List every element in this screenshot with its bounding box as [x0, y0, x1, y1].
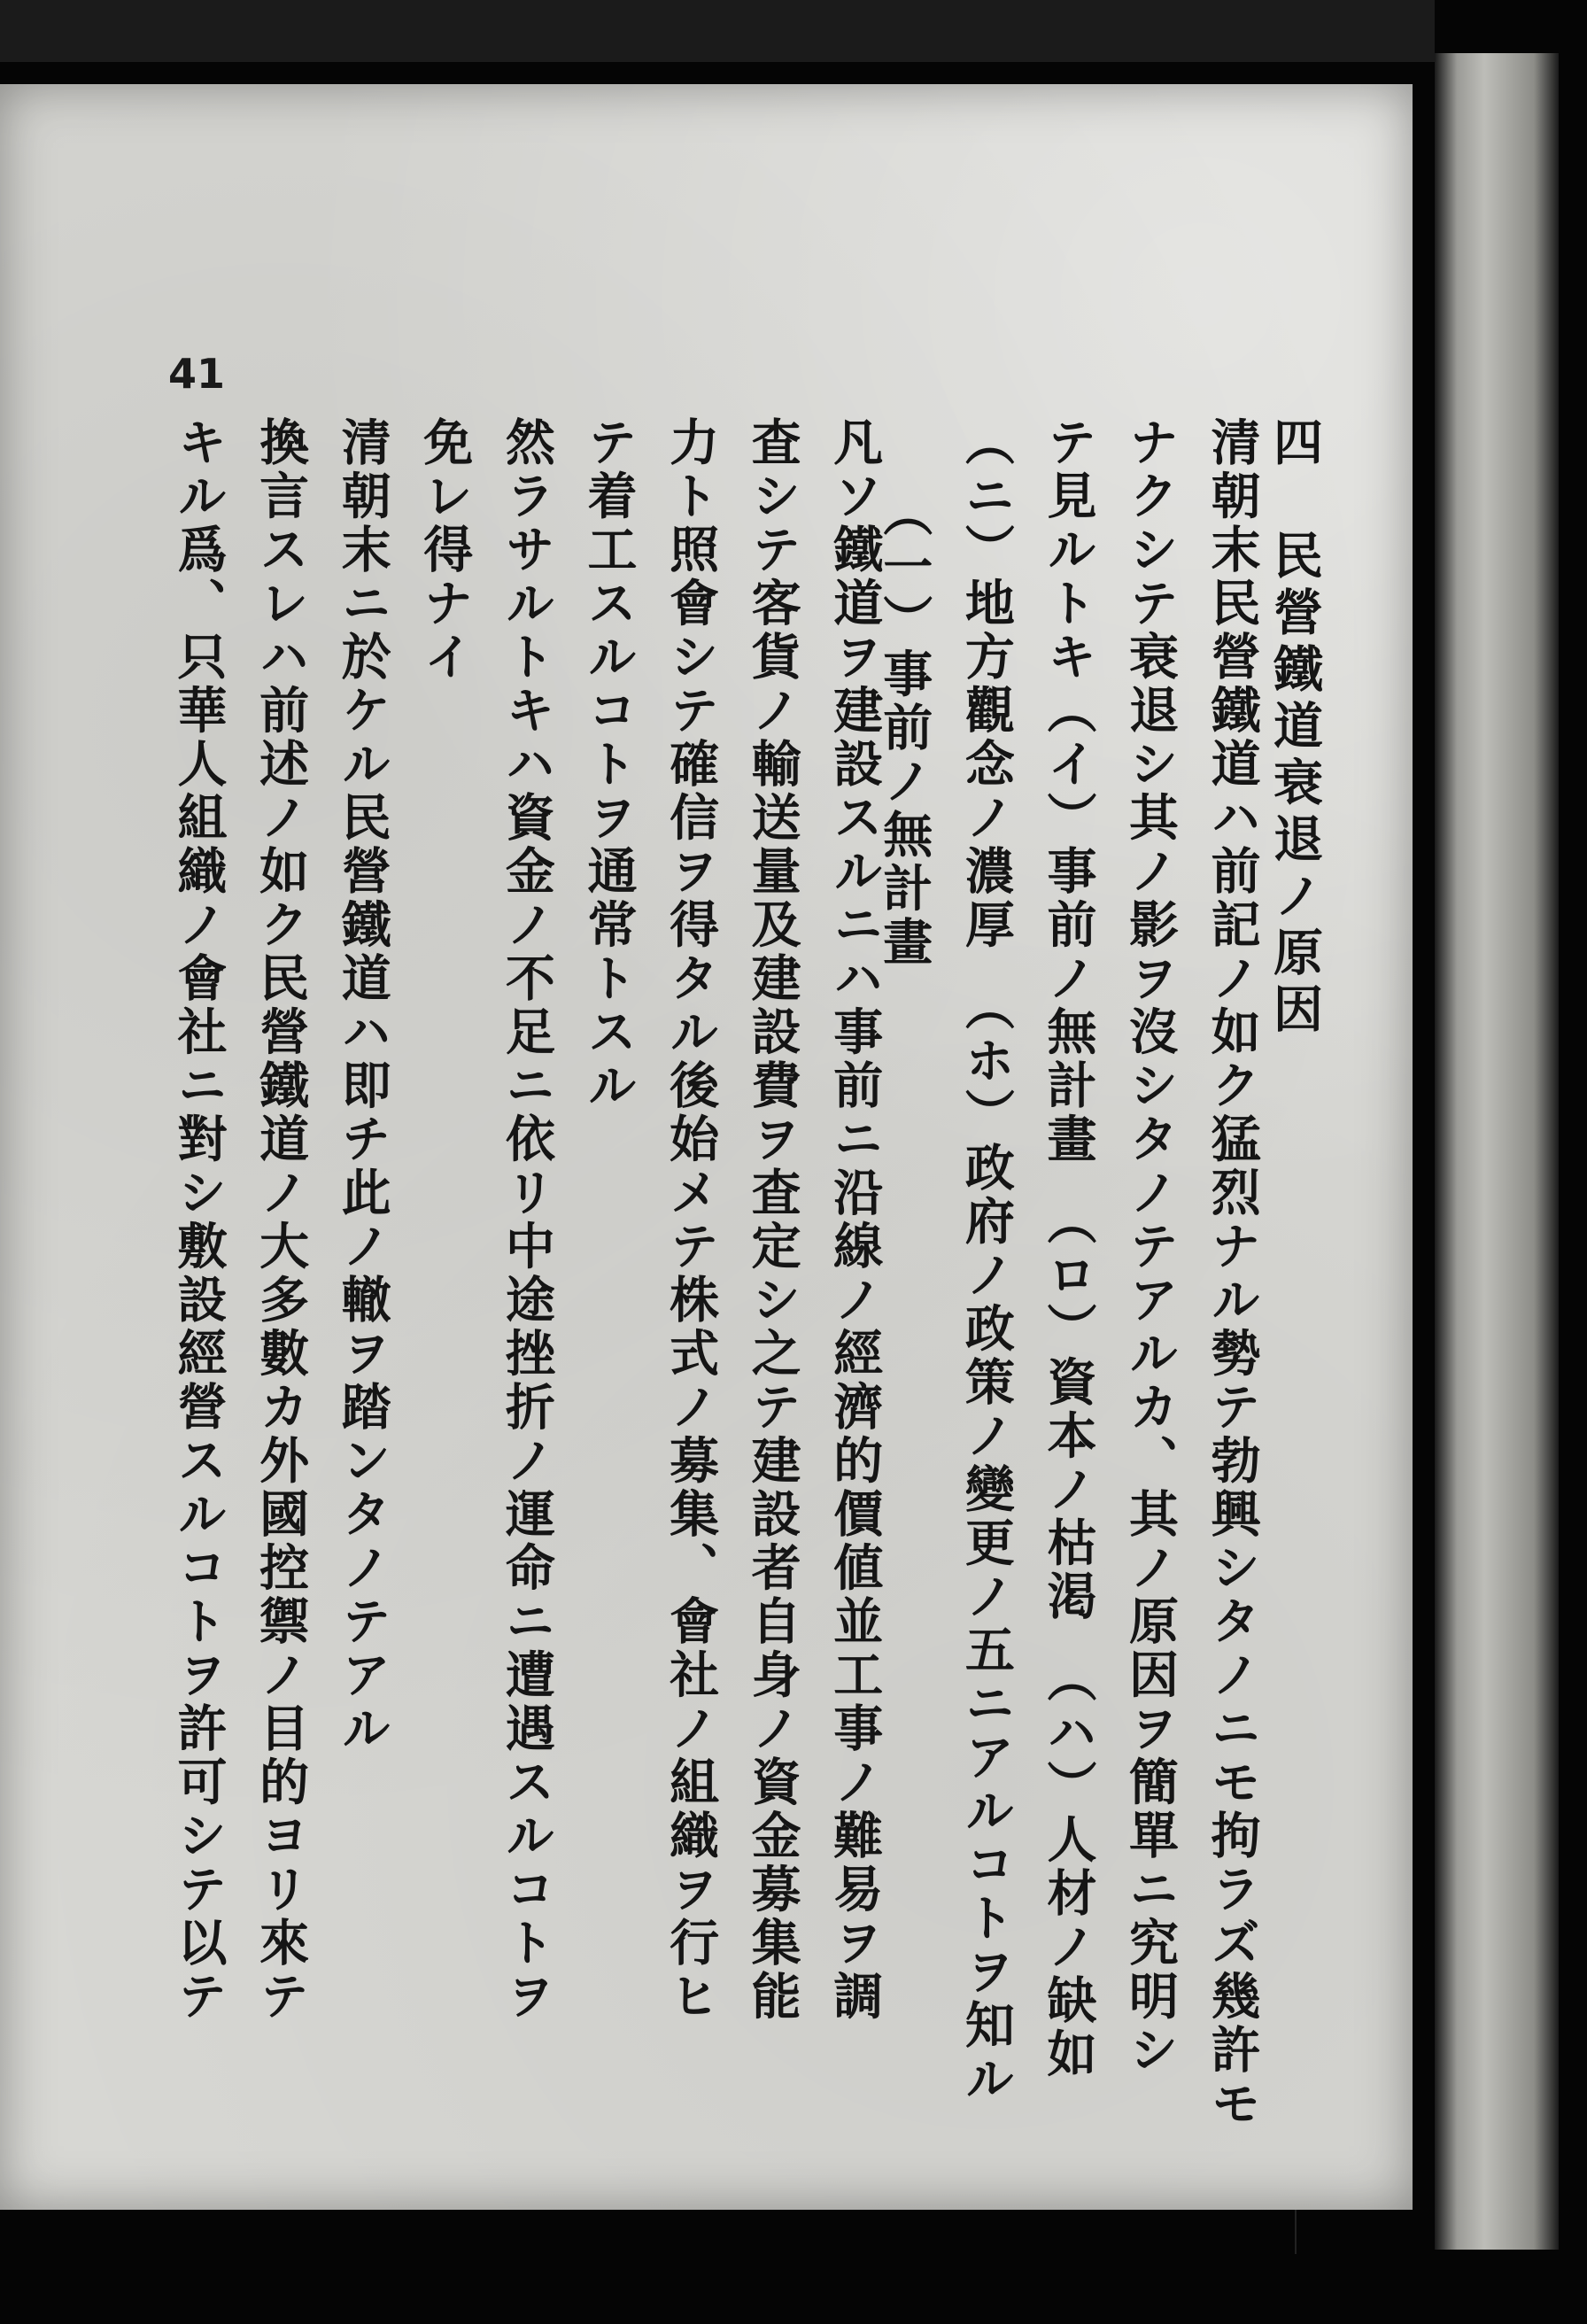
margin-rule	[1295, 2210, 1297, 2254]
book-page	[0, 84, 1413, 2210]
text-column: 換言スレハ前述ノ如ク民營鐵道ノ大多數カ外國控禦ノ目的ヨリ來テ	[252, 416, 311, 2024]
scan-top-band	[0, 0, 1435, 62]
text-column: 力ト照會シテ確信ヲ得タル後始メテ株式ノ募集、會社ノ組織ヲ行ヒ	[662, 416, 721, 2024]
text-column: テ見ルトキ（イ）事前ノ無計畫 （ロ）資本ノ枯渇 （ハ）人材ノ缺如	[1039, 416, 1098, 2081]
text-column: 免レ得ナイ	[415, 416, 475, 685]
text-column: ナクシテ衰退シ其ノ影ヲ沒シタノテアルカ、其ノ原因ヲ簡單ニ究明シ	[1121, 416, 1181, 2078]
text-column: （ニ）地方觀念ノ濃厚 （ホ）政府ノ政策ノ變更ノ五ニアルコトヲ知ル	[956, 416, 1016, 2106]
text-column: キル爲、只華人組織ノ會社ニ對シ敷設經營スルコトヲ許可シテ以テ	[169, 416, 228, 2024]
text-column: 査シテ客貨ノ輸送量及建設費ヲ査定シ之テ建設者自身ノ資金募集能	[743, 416, 802, 2024]
subsection-heading: （一）事前ノ無計畫	[875, 487, 934, 970]
page-number: 41	[168, 350, 226, 398]
text-column: 凡ソ鐵道ヲ建設スルニハ事前ニ沿線ノ經濟的價値並工事ノ難易ヲ調	[825, 416, 885, 2024]
text-column: 然ラサルトキハ資金ノ不足ニ依リ中途挫折ノ運命ニ遭遇スルコトヲ	[497, 416, 556, 2024]
next-page-edge	[1435, 53, 1559, 2250]
text-column: 清朝末ニ於ケル民營鐵道ハ即チ此ノ轍ヲ踏ンタノテアル	[333, 416, 392, 1756]
text-column: テ着工スルコトヲ通常トスル	[579, 416, 639, 1113]
vertical-text-block	[142, 416, 1324, 2241]
section-heading: 四 民營鐵道衰退ノ原因	[1266, 416, 1324, 1040]
text-column: 清朝末民營鐵道ハ前記ノ如ク猛烈ナル勢テ勃興シタノニモ拘ラズ幾許モ	[1203, 416, 1262, 2131]
